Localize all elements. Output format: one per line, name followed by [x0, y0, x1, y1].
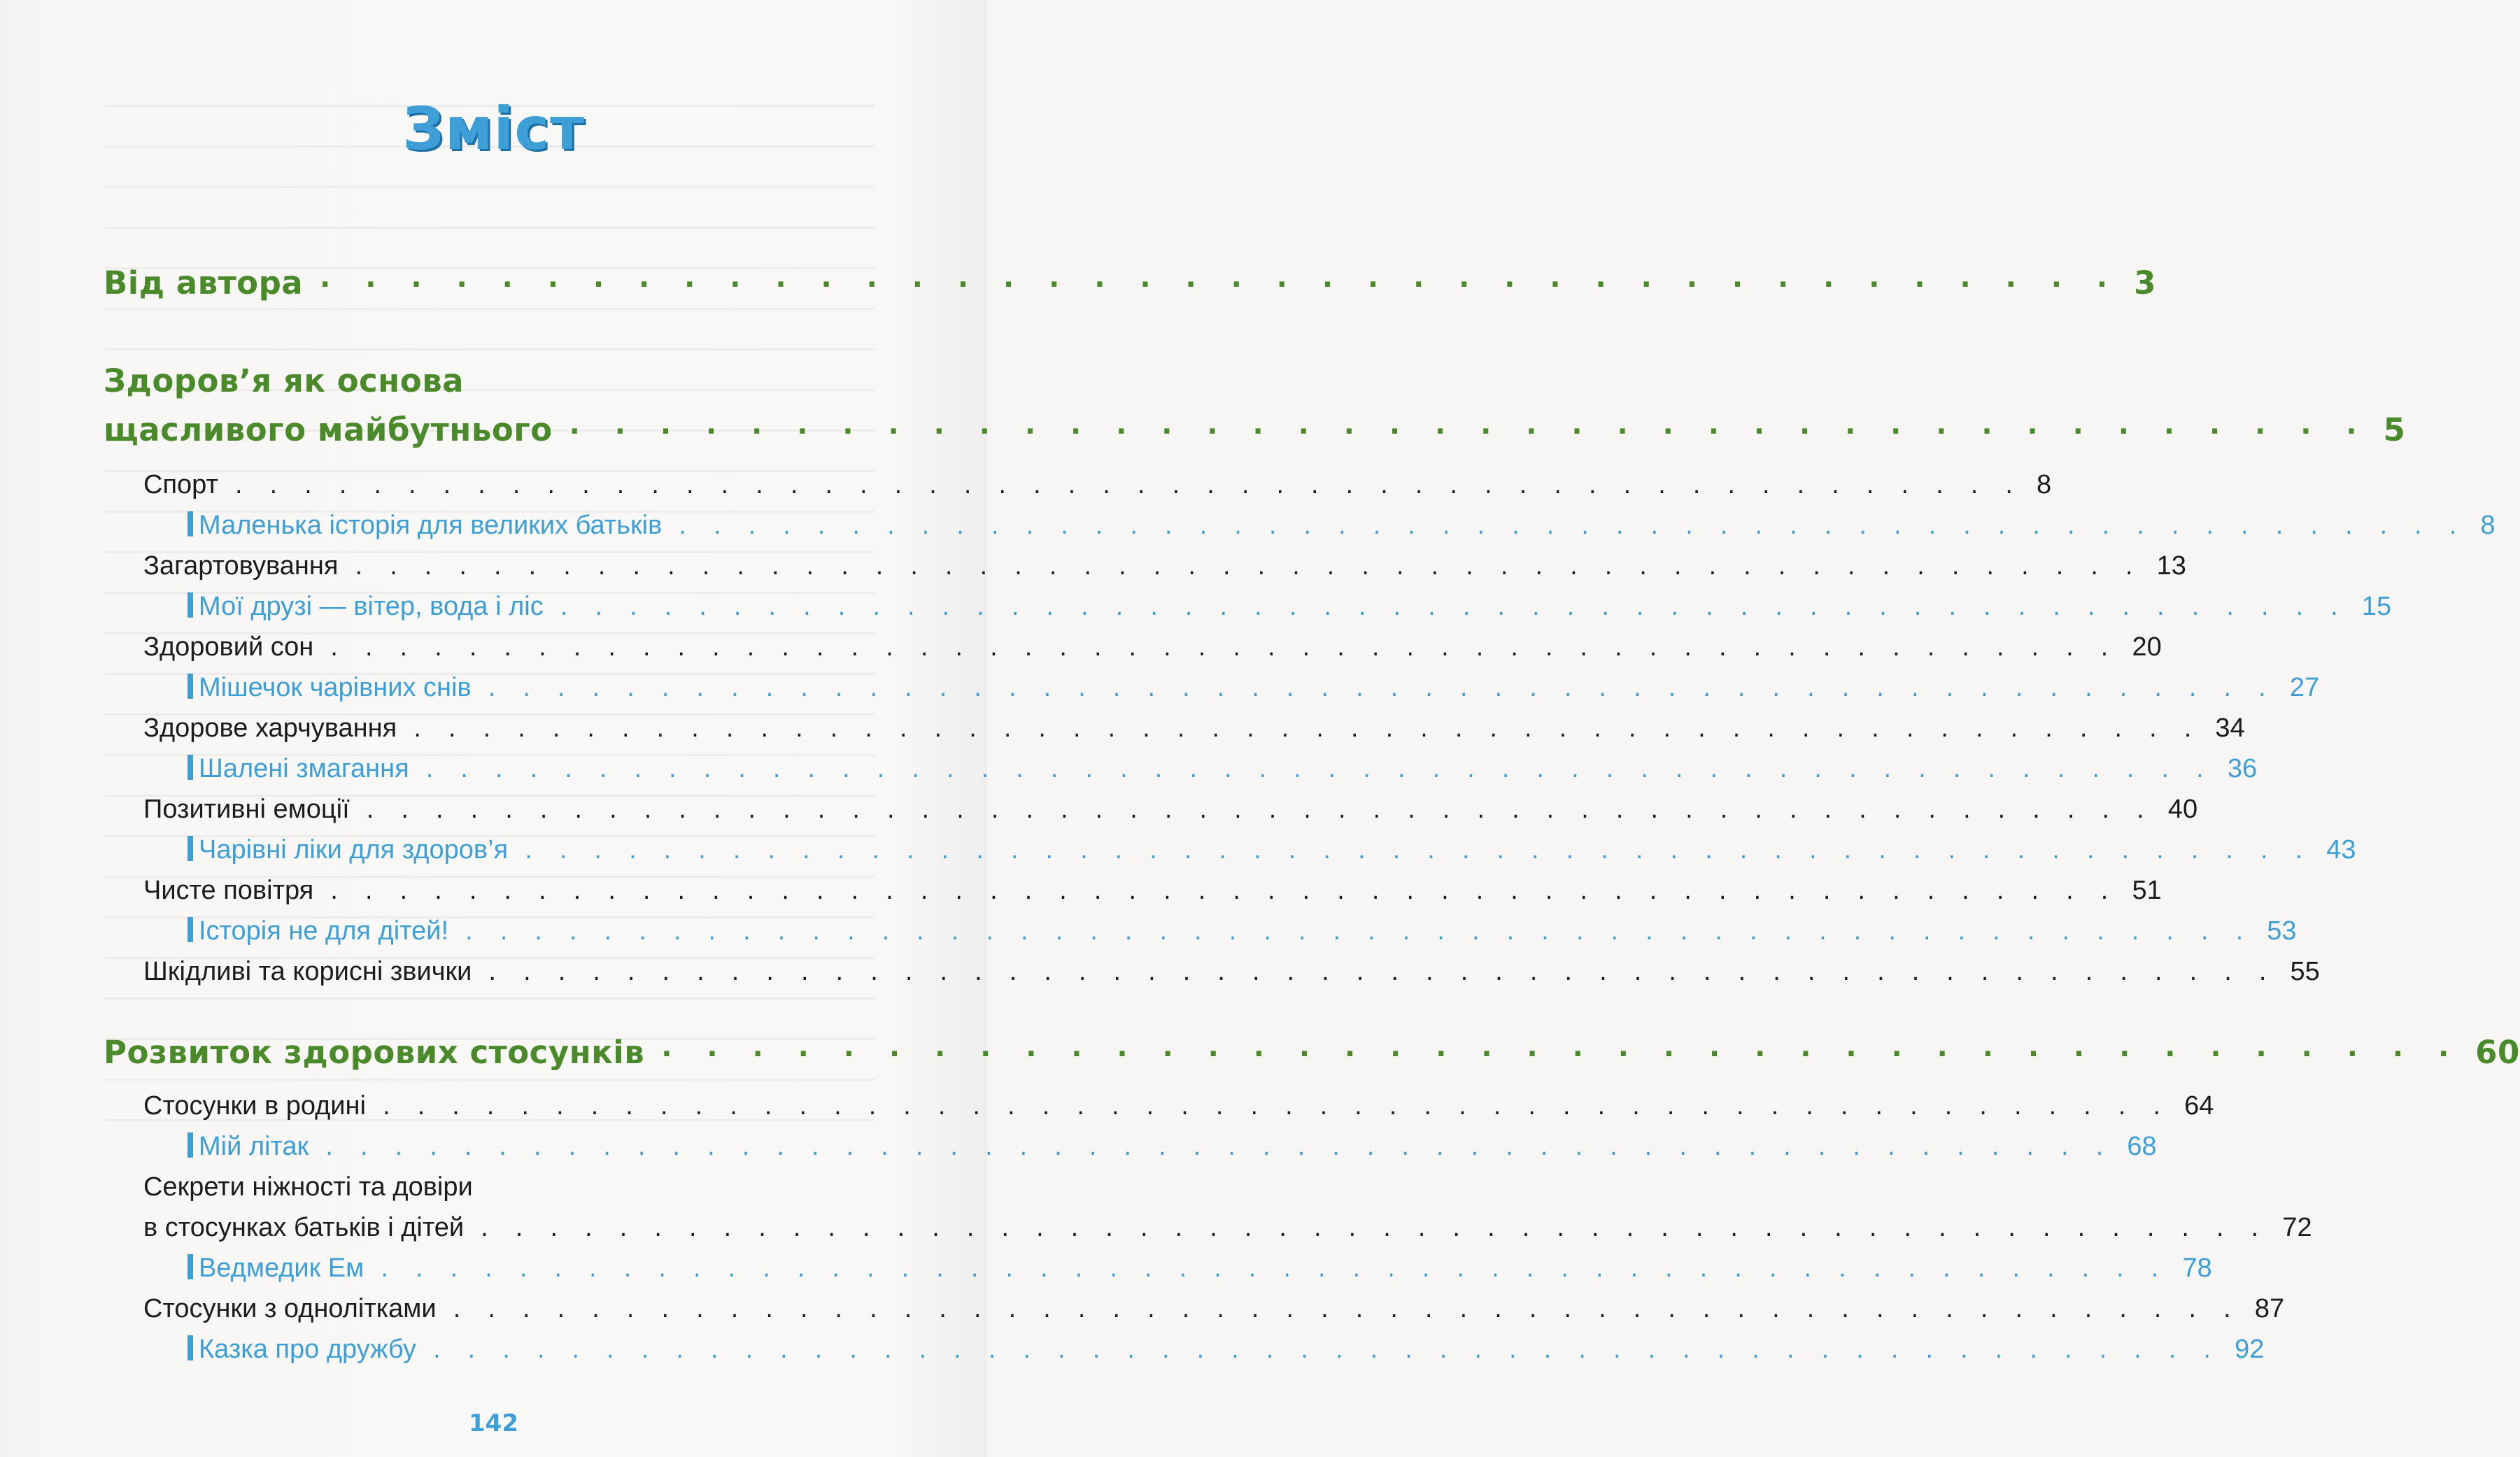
- toc-page: 8: [2037, 470, 2052, 499]
- toc-chapter-healthy-eating[interactable]: [0, 713, 2245, 744]
- toc-dots: · · · · · · · · · · · · · · · · · · · · · · · · · · · · · · · · · · · · · · · ·: [320, 269, 2121, 301]
- toc-dots: . . . . . . . . . . . . . . . . . . . . . . . . . . . . . . . . . . . . . . . . . . . . . . . . . . . .: [330, 634, 2118, 662]
- toc-label: Чисте повітря: [143, 876, 314, 905]
- toc-chapter-peers[interactable]: [0, 1294, 2285, 1324]
- toc-label: Здоровий сон: [143, 632, 314, 662]
- toc-story-my-friends[interactable]: [0, 592, 2392, 622]
- toc-page: 87: [2254, 1294, 2285, 1323]
- toc-story-magic-dreams[interactable]: [0, 673, 2320, 703]
- toc-dots: . . . . . . . . . . . . . . . . . . . . . . . . . . . . . . . . . . . . . . . . . . . . . . . . . . . .: [488, 674, 2276, 702]
- toc-page: 3: [2134, 264, 2156, 301]
- toc-page: 43: [2326, 835, 2356, 865]
- toc-label: Стосунки в родині: [143, 1091, 366, 1121]
- toc-story-teddy-em[interactable]: [0, 1253, 2212, 1284]
- toc-chapter-habits[interactable]: [0, 957, 2320, 987]
- story-marker-bar: [187, 1254, 193, 1279]
- story-marker-bar: [187, 1335, 193, 1360]
- toc-page: 20: [2132, 632, 2162, 662]
- toc-dots: · · · · · · · · · · · · · · · · · · · · · · · · · · · · · · · · · · · · · · · ·: [661, 1038, 2462, 1070]
- toc-dots: . . . . . . . . . . . . . . . . . . . . . . . . . . . . . . . . . . . . . . . . . . . . . . . . . . . .: [525, 837, 2313, 865]
- toc-section-relationships[interactable]: [0, 1034, 2520, 1076]
- toc-dots: . . . . . . . . . . . . . . . . . . . . . . . . . . . . . . . . . . . . . . . . . . . . . . . . . . . .: [330, 877, 2118, 905]
- toc-page: 72: [2282, 1213, 2312, 1242]
- toc-label: Загартовування: [143, 551, 339, 581]
- toc-story-my-plane[interactable]: [0, 1132, 2157, 1162]
- toc-dots: . . . . . . . . . . . . . . . . . . . . . . . . . . . . . . . . . . . . . . . . . . . . . . . . . . . .: [465, 918, 2253, 946]
- toc-page: 34: [2215, 713, 2245, 743]
- toc-dots: . . . . . . . . . . . . . . . . . . . . . . . . . . . . . . . . . . . . . . . . . . . . . . . . . . . .: [481, 1214, 2269, 1242]
- toc-dots: . . . . . . . . . . . . . . . . . . . . . . . . . . . . . . . . . . . . . . . . . . . . . . . . . . . .: [432, 1336, 2221, 1364]
- toc-dots: . . . . . . . . . . . . . . . . . . . . . . . . . . . . . . . . . . . . . . . . . . . . . . . . . . . .: [234, 471, 2023, 499]
- toc-dots: . . . . . . . . . . . . . . . . . . . . . . . . . . . . . . . . . . . . . . . . . . . . . . . . . . . .: [560, 593, 2348, 621]
- toc-label: Історія не для дітей!: [199, 916, 449, 946]
- story-marker-bar: [187, 755, 193, 780]
- toc-label: Мої друзі — вітер, вода і ліс: [199, 592, 544, 621]
- toc-dots: . . . . . . . . . . . . . . . . . . . . . . . . . . . . . . . . . . . . . . . . . . . . . . . . . . . .: [679, 512, 2467, 540]
- toc-page: 55: [2290, 957, 2320, 986]
- toc-dots: . . . . . . . . . . . . . . . . . . . . . . . . . . . . . . . . . . . . . . . . . . . . . . . . . . . .: [355, 553, 2143, 581]
- toc-label: в стосунках батьків і дітей: [143, 1213, 465, 1242]
- toc-page: 78: [2182, 1253, 2212, 1283]
- toc-dots: · · · · · · · · · · · · · · · · · · · · · · · · · · · · · · · · · · · · · · · ·: [569, 415, 2370, 448]
- toc-chapter-family[interactable]: [0, 1091, 2214, 1121]
- toc-label: Від автора: [104, 264, 304, 301]
- toc-story-not-for-children[interactable]: [0, 916, 2297, 946]
- toc-chapter-sport[interactable]: [0, 470, 2052, 500]
- toc-page: 60: [2475, 1034, 2520, 1071]
- toc-dots: . . . . . . . . . . . . . . . . . . . . . . . . . . . . . . . . . . . . . . . . . . . . . . . . . . . .: [425, 755, 2214, 783]
- toc-label: Маленька історія для великих батьків: [199, 511, 663, 540]
- toc-dots: . . . . . . . . . . . . . . . . . . . . . . . . . . . . . . . . . . . . . . . . . . . . . . . . . . . .: [382, 1093, 2171, 1121]
- toc-story-crazy-contests[interactable]: [0, 754, 2258, 784]
- toc-label: Шкідливі та корисні звички: [143, 957, 472, 986]
- toc-page: 51: [2132, 876, 2162, 905]
- story-marker-bar: [187, 674, 193, 699]
- story-marker-bar: [187, 592, 193, 618]
- toc-chapter-hardening[interactable]: [0, 551, 2186, 581]
- toc-story-magic-medicine[interactable]: [0, 835, 2356, 865]
- story-marker-bar: [187, 511, 193, 536]
- toc-page: 36: [2227, 754, 2258, 783]
- story-marker-bar: [187, 836, 193, 861]
- toc-section-health-line1[interactable]: [0, 362, 987, 404]
- story-marker-bar: [187, 917, 193, 942]
- toc-page: 68: [2127, 1132, 2157, 1161]
- toc-label: Секрети ніжності та довіри: [143, 1172, 473, 1202]
- toc-dots: . . . . . . . . . . . . . . . . . . . . . . . . . . . . . . . . . . . . . . . . . . . . . . . . . . . .: [453, 1295, 2241, 1323]
- toc-dots: . . . . . . . . . . . . . . . . . . . . . . . . . . . . . . . . . . . . . . . . . . . . . . . . . . . .: [381, 1255, 2169, 1283]
- toc-label: Казка про дружбу: [199, 1335, 416, 1364]
- toc-label: Стосунки з однолітками: [143, 1294, 437, 1323]
- toc-page: 53: [2267, 916, 2297, 946]
- toc-chapter-positive-emotions[interactable]: [0, 795, 2198, 825]
- toc-dots: . . . . . . . . . . . . . . . . . . . . . . . . . . . . . . . . . . . . . . . . . . . . . . . . . . . .: [488, 958, 2277, 986]
- toc-page: 5: [2383, 411, 2406, 448]
- toc-section-from-author[interactable]: [0, 264, 2156, 306]
- toc-dots: . . . . . . . . . . . . . . . . . . . . . . . . . . . . . . . . . . . . . . . . . . . . . . . . . . . .: [413, 715, 2202, 743]
- toc-page: 40: [2167, 795, 2198, 824]
- toc-page: 13: [2156, 551, 2186, 581]
- page-title: Зміст: [402, 94, 585, 163]
- toc-label: Мій літак: [199, 1132, 309, 1161]
- toc-label: Шалені змагання: [199, 754, 409, 783]
- toc-section-health-line2[interactable]: [0, 411, 2406, 453]
- toc-dots: . . . . . . . . . . . . . . . . . . . . . . . . . . . . . . . . . . . . . . . . . . . . . . . . . . . .: [366, 796, 2154, 824]
- toc-label: Здорове харчування: [143, 713, 397, 743]
- toc-chapter-trust-line2[interactable]: [0, 1213, 2312, 1243]
- toc-story-friendship-tale[interactable]: [0, 1335, 2265, 1365]
- toc-label: Позитивні емоції: [143, 795, 350, 824]
- toc-chapter-clean-air[interactable]: [0, 876, 2162, 906]
- toc-page: 64: [2184, 1091, 2214, 1121]
- toc-label: Розвиток здорових стосунків: [104, 1034, 645, 1071]
- toc-page: 8: [2480, 511, 2496, 540]
- toc-label: Мішечок чарівних снів: [199, 673, 472, 702]
- toc-label: Здоров’я як основа: [104, 362, 465, 399]
- toc-page: 27: [2289, 673, 2320, 702]
- toc-label: Ведмедик Ем: [199, 1253, 364, 1283]
- toc-label: Чарівні ліки для здоров’я: [199, 835, 509, 865]
- toc-dots: . . . . . . . . . . . . . . . . . . . . . . . . . . . . . . . . . . . . . . . . . . . . . . . . . . . .: [325, 1133, 2114, 1161]
- toc-story-little-story[interactable]: [0, 511, 2496, 541]
- toc-chapter-trust-line1[interactable]: [0, 1172, 987, 1202]
- toc-label: щасливого майбутнього: [104, 411, 553, 448]
- story-marker-bar: [187, 1132, 193, 1158]
- toc-page: 15: [2361, 592, 2392, 621]
- toc-page: 92: [2235, 1335, 2265, 1364]
- toc-label: Спорт: [143, 470, 218, 499]
- toc-chapter-healthy-sleep[interactable]: [0, 632, 2162, 662]
- page-number: 142: [469, 1409, 518, 1437]
